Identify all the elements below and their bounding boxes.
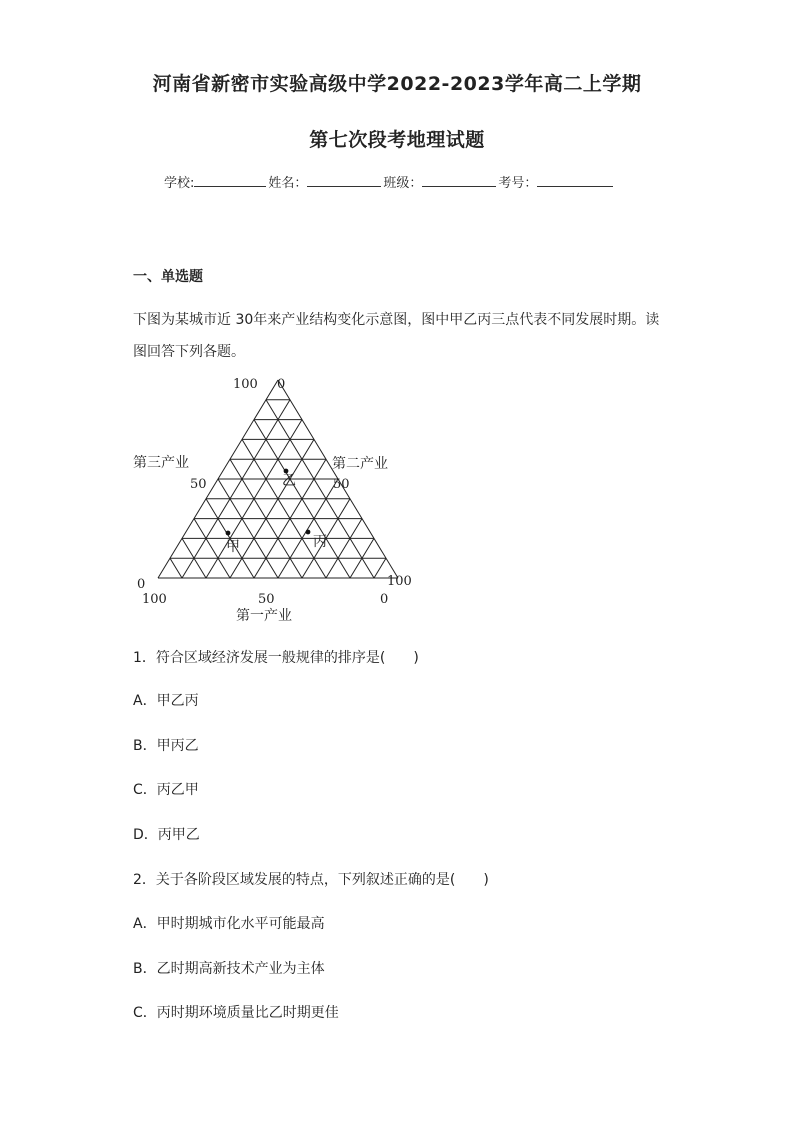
tick-left-mid: 50 bbox=[190, 477, 207, 492]
tick-right-mid: 50 bbox=[333, 477, 350, 492]
right-axis-label: 第二产业 bbox=[332, 456, 388, 472]
tick-apex-left: 100 bbox=[233, 377, 258, 392]
question-1-option-a[interactable]: A．甲乙丙 bbox=[133, 693, 199, 709]
question-2-option-b[interactable]: B．乙时期高新技术产业为主体 bbox=[133, 961, 325, 977]
section-heading: 一、单选题 bbox=[133, 269, 203, 285]
grid-line-parallel-left bbox=[374, 558, 386, 578]
exam-number-blank[interactable] bbox=[537, 174, 613, 187]
question-1-option-d[interactable]: D．丙甲乙 bbox=[133, 827, 200, 843]
tick-bottom-left-corner: 0 bbox=[137, 577, 146, 592]
left-axis-label: 第三产业 bbox=[133, 455, 189, 471]
question-1-option-c[interactable]: C．丙乙甲 bbox=[133, 782, 199, 798]
grid-line-parallel-right bbox=[194, 519, 230, 578]
grid-line-parallel-right bbox=[218, 479, 278, 578]
question-intro: 下图为某城市近 30年来产业结构变化示意图，图中甲乙丙三点代表不同发展时期。读图回答下列各题。 bbox=[133, 312, 660, 360]
grid-line-parallel-left bbox=[230, 439, 314, 578]
point-jia-dot bbox=[226, 531, 231, 536]
question-2-stem: 2．关于各阶段区域发展的特点，下列叙述正确的是( ) bbox=[133, 872, 489, 888]
point-label-yi: 乙 bbox=[282, 473, 296, 489]
tick-bottom-right-corner: 100 bbox=[387, 574, 412, 589]
name-blank[interactable] bbox=[307, 174, 381, 187]
name-label: 姓名： bbox=[268, 176, 308, 191]
ternary-diagram bbox=[128, 370, 418, 630]
exam-number-label: 考号： bbox=[498, 176, 538, 191]
title-line-2: 第七次段考地理试题 bbox=[309, 129, 485, 151]
grid-line-parallel-left bbox=[278, 479, 338, 578]
question-2-option-c[interactable]: C．丙时期环境质量比乙时期更佳 bbox=[133, 1005, 339, 1021]
grid-line-parallel-right bbox=[242, 439, 326, 578]
school-blank[interactable] bbox=[194, 174, 266, 187]
point-label-jia: 甲 bbox=[226, 539, 240, 555]
grid-line-parallel-left bbox=[326, 519, 362, 578]
tick-bottom-left: 100 bbox=[142, 592, 167, 607]
question-1-stem: 1．符合区域经济发展一般规律的排序是( ) bbox=[133, 650, 419, 666]
tick-bottom-right: 0 bbox=[380, 592, 389, 607]
tick-apex-right: 0 bbox=[277, 377, 286, 392]
point-bing-dot bbox=[306, 530, 311, 535]
bottom-axis-label: 第一产业 bbox=[236, 608, 292, 624]
grid-line-parallel-right bbox=[170, 558, 182, 578]
question-1-option-b[interactable]: B．甲丙乙 bbox=[133, 738, 199, 754]
question-2-option-a[interactable]: A．甲时期城市化水平可能最高 bbox=[133, 916, 325, 932]
point-label-bing: 丙 bbox=[313, 534, 327, 550]
tick-bottom-mid: 50 bbox=[258, 592, 275, 607]
title-line-1: 河南省新密市实验高级中学2022-2023学年高二上学期 bbox=[152, 73, 642, 95]
class-blank[interactable] bbox=[422, 174, 496, 187]
school-label: 学校: bbox=[164, 176, 195, 191]
class-label: 班级： bbox=[383, 176, 423, 191]
student-info-line bbox=[164, 172, 615, 191]
